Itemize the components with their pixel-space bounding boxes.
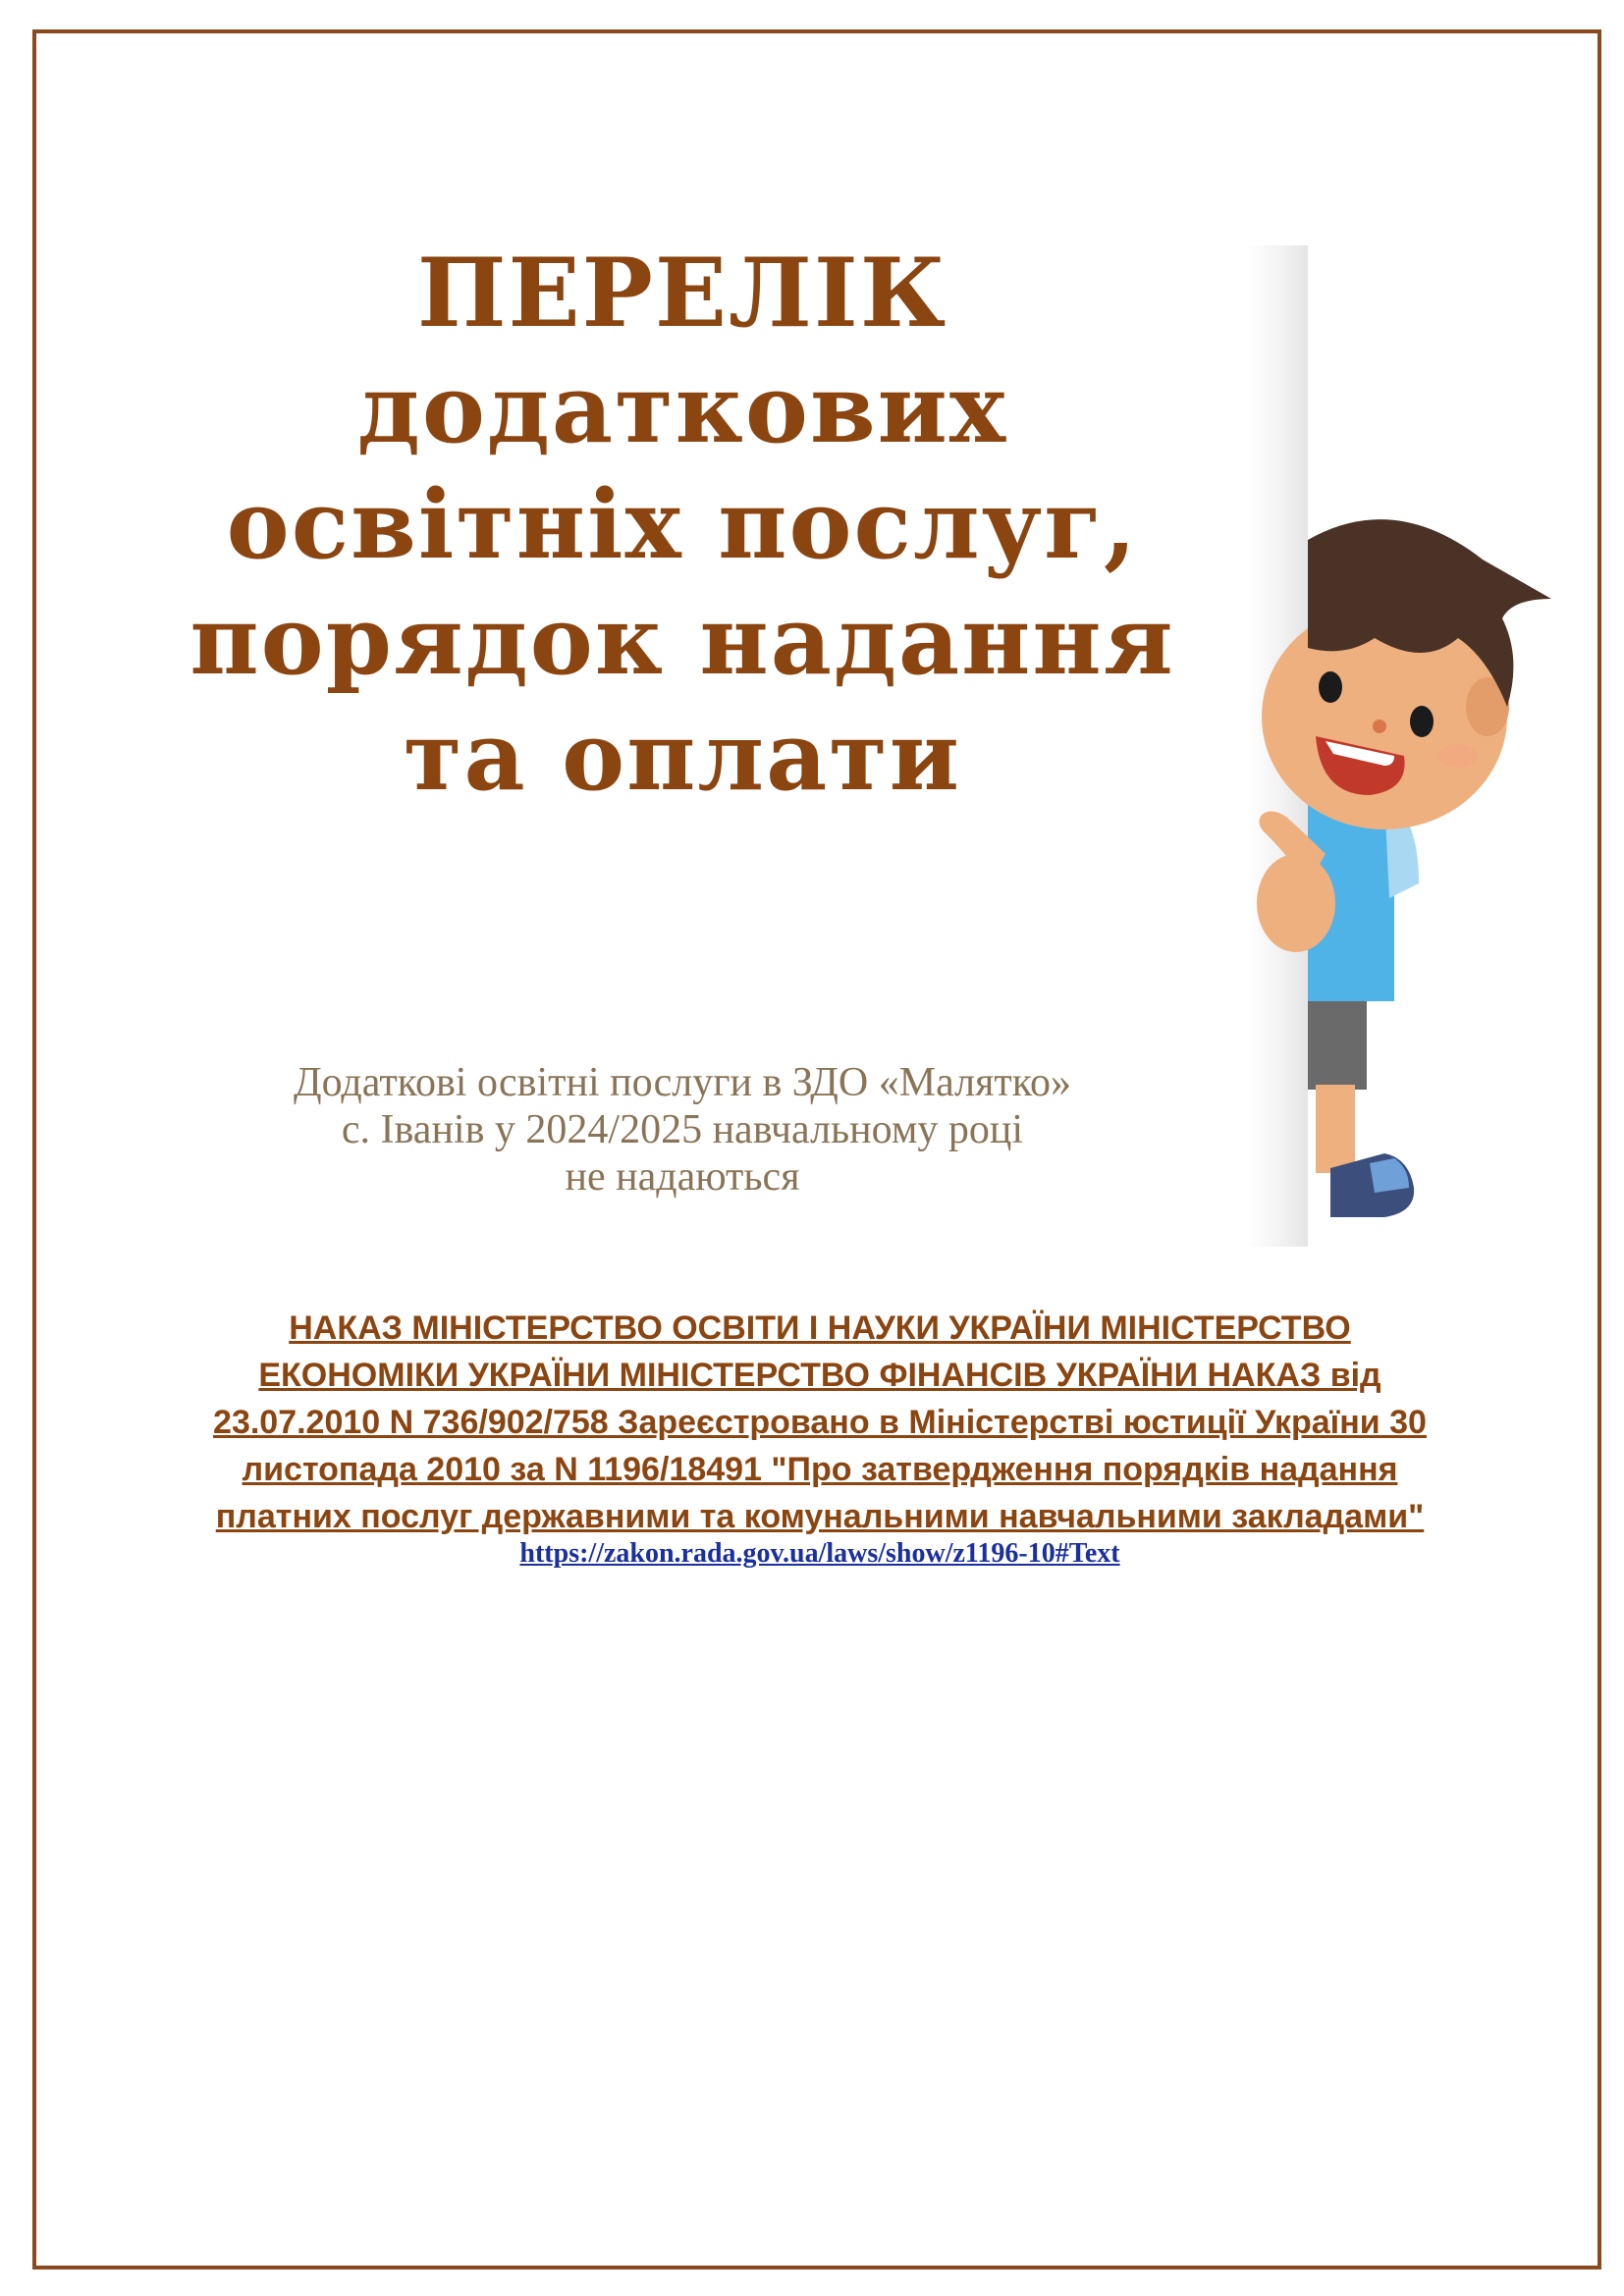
title-line: освітніх послуг, [226, 469, 1139, 581]
order-line: 23.07.2010 N 736/902/758 Зареєстровано в Міністерстві юстиції України 30 [213, 1403, 1427, 1441]
order-line: НАКАЗ МІНІСТЕРСТВО ОСВІТИ І НАУКИ УКРАЇНИ МІНІСТЕРСТВО [289, 1309, 1351, 1347]
order-line: листопада 2010 за N 1196/18491 "Про затвердження порядків надання [242, 1450, 1398, 1488]
notice-line: с. Іванів у 2024/2025 навчальному році [341, 1106, 1024, 1152]
title-line: ПЕРЕЛІК [416, 238, 948, 348]
notice-line: Додаткові освітні послуги в ЗДО «Малятко» [293, 1060, 1072, 1105]
boy-peeking-illustration [1247, 245, 1561, 1247]
order-line: ЕКОНОМІКИ УКРАЇНИ МІНІСТЕРСТВО ФІНАНСІВ УКРАЇНИ НАКАЗ від [258, 1356, 1381, 1394]
notice-line: не надаються [565, 1153, 800, 1200]
title-line: порядок надання [189, 585, 1175, 697]
title-line: та оплати [404, 701, 961, 813]
services-notice [147, 1060, 1218, 1201]
page-title [88, 236, 1276, 815]
order-reference-link[interactable] [108, 1306, 1532, 1541]
law-url-link[interactable]: https://zakon.rada.gov.ua/laws/show/z1196-10#Text [519, 1538, 1120, 1569]
title-line: додаткових [356, 353, 1008, 465]
order-line: платних послуг державними та комунальними навчальними закладами" [215, 1497, 1425, 1535]
